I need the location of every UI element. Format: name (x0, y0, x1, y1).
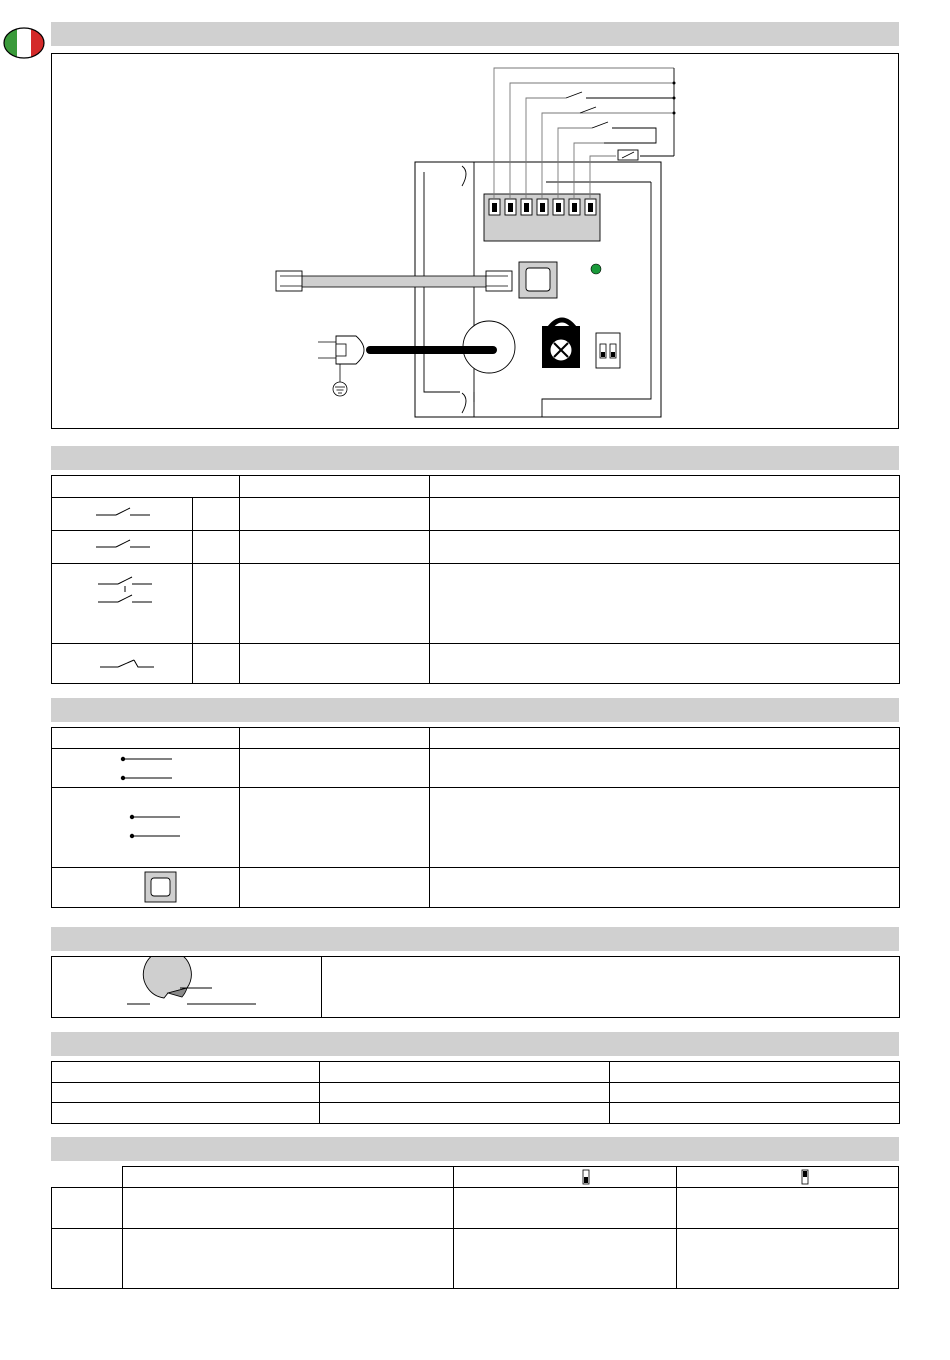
spec-cell (610, 1062, 900, 1083)
table-header-row (52, 728, 900, 749)
name-cell (240, 564, 430, 644)
table-row (52, 1083, 900, 1103)
wiring-diagram (51, 53, 899, 429)
section-header-outputs (51, 446, 899, 470)
spec-cell (320, 1083, 610, 1103)
inputs-table (51, 727, 900, 908)
description-cell (322, 957, 900, 1018)
trimmer-table (51, 956, 900, 1018)
code-cell (193, 564, 240, 644)
symbol-cell (52, 957, 322, 1018)
symbol-cell (52, 868, 240, 908)
two-wire-input-icon (52, 749, 240, 787)
dip-table (51, 1166, 899, 1289)
table-row (52, 957, 900, 1018)
name-cell (240, 498, 430, 531)
section-header-wiring (51, 22, 899, 46)
header-cell (52, 728, 240, 749)
name-cell (240, 868, 430, 908)
code-cell (193, 644, 240, 684)
section-header-trimmer (51, 927, 899, 951)
spec-cell (52, 1062, 320, 1083)
description-cell (430, 498, 900, 531)
specs-table (51, 1061, 900, 1124)
symbol-cell (52, 644, 193, 684)
header-cell (430, 476, 900, 498)
table-row (52, 644, 900, 684)
code-cell (193, 531, 240, 564)
code-cell (193, 498, 240, 531)
symbol-cell (52, 498, 193, 531)
symbol-cell (52, 788, 240, 868)
header-cell (52, 476, 240, 498)
no-contact-icon (52, 531, 193, 563)
trimmer-icon (52, 957, 322, 1017)
symbol-cell (52, 564, 193, 644)
spec-cell (320, 1062, 610, 1083)
dip-on-icon (802, 1170, 808, 1184)
name-cell (240, 788, 430, 868)
description-cell (430, 644, 900, 684)
outputs-table (51, 475, 900, 684)
table-row (52, 868, 900, 908)
no-contact-icon (52, 498, 193, 530)
spec-cell (52, 1083, 320, 1103)
name-cell (240, 644, 430, 684)
header-cell (430, 728, 900, 749)
section-header-inputs (51, 698, 899, 722)
table-row (52, 1062, 900, 1083)
spec-cell (610, 1083, 900, 1103)
name-cell (240, 531, 430, 564)
two-wire-input-icon (52, 788, 240, 867)
spec-cell (610, 1103, 900, 1124)
table-row (52, 1103, 900, 1124)
dip-cell (123, 1229, 453, 1288)
thermal-contact-icon (52, 644, 193, 683)
table-row (52, 531, 900, 564)
header-cell (240, 476, 430, 498)
section-header-dip (51, 1137, 899, 1161)
dip-off-icon (583, 1170, 589, 1184)
table-header-row (52, 476, 900, 498)
header-cell (240, 728, 430, 749)
name-cell (240, 749, 430, 788)
table-row (52, 498, 900, 531)
description-cell (430, 749, 900, 788)
table-row (52, 564, 900, 644)
table-row (52, 788, 900, 868)
wiring-diagram-drawing (52, 54, 898, 428)
double-contact-icon (52, 564, 193, 643)
section-header-specs (51, 1032, 899, 1056)
symbol-cell (52, 531, 193, 564)
dip-cell (123, 1188, 453, 1228)
description-cell (430, 868, 900, 908)
description-cell (430, 564, 900, 644)
table-row (52, 749, 900, 788)
description-cell (430, 531, 900, 564)
description-cell (430, 788, 900, 868)
italian-flag-icon (3, 27, 45, 59)
spec-cell (320, 1103, 610, 1124)
symbol-cell (52, 749, 240, 788)
rj-connector-icon (52, 868, 240, 907)
dip-header-cell (123, 1167, 453, 1187)
spec-cell (52, 1103, 320, 1124)
